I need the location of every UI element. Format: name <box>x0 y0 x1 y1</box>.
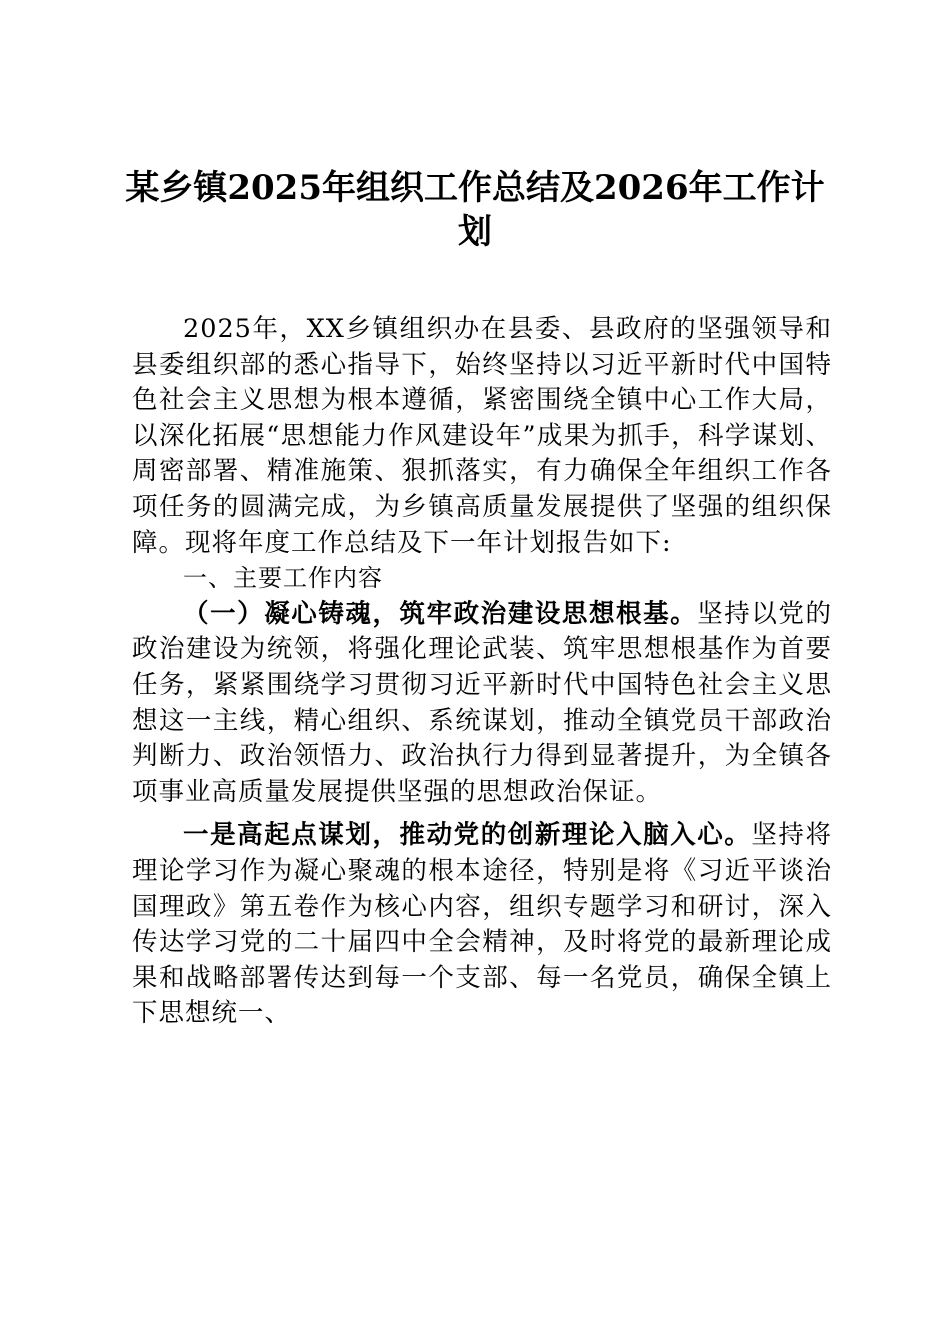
document-title: 某乡镇2025年组织工作总结及2026年工作计划 <box>125 168 825 252</box>
document-body <box>132 312 832 1032</box>
intro-paragraph: 2025年，XX乡镇组织办在县委、县政府的坚强领导和县委组织部的悉心指导下，始终坚持以习近平新时代中国特色社会主义思想为根本遵循，紧密围绕全镇中心工作大局，以深化拓展“思想能力作风建设年”成果为抓手，科学谋划、周密部署、精准施策、狠抓落实，有力确保全年组织工作各项任务的圆满完成，为乡镇高质量发展提供了坚强的组织保障。现将年度工作总结及下一年计划报告如下: <box>132 314 832 558</box>
subsection-paragraph <box>132 597 832 811</box>
subsection-lead: （一）凝心铸魂，筑牢政治建设思想根基。 <box>183 598 698 629</box>
point-lead: 一是高起点谋划，推动党的创新理论入脑入心。 <box>183 820 752 851</box>
subsection-text: 坚持以党的政治建设为统领，将强化理论武装、筑牢思想根基作为首要任务，紧紧围绕学习贯彻习近平新时代中国特色社会主义思想这一主线，精心组织、系统谋划，推动全镇党员干部政治判断力、政治领悟力、政治执行力得到显著提升，为全镇各项事业高质量发展提供坚强的思想政治保证。 <box>132 598 832 807</box>
section-heading: 一、主要工作内容 <box>183 564 383 593</box>
point-text: 坚持将理论学习作为凝心聚魂的根本途径，特别是将《习近平谈治国理政》第五卷作为核心内容，组织专题学习和研讨，深入传达学习党的二十届四中全会精神，及时将党的最新理论成果和战略部署传达到每一个支部、每一名党员，确保全镇上下思想统一、 <box>132 820 832 1029</box>
point-paragraph <box>132 818 832 1032</box>
